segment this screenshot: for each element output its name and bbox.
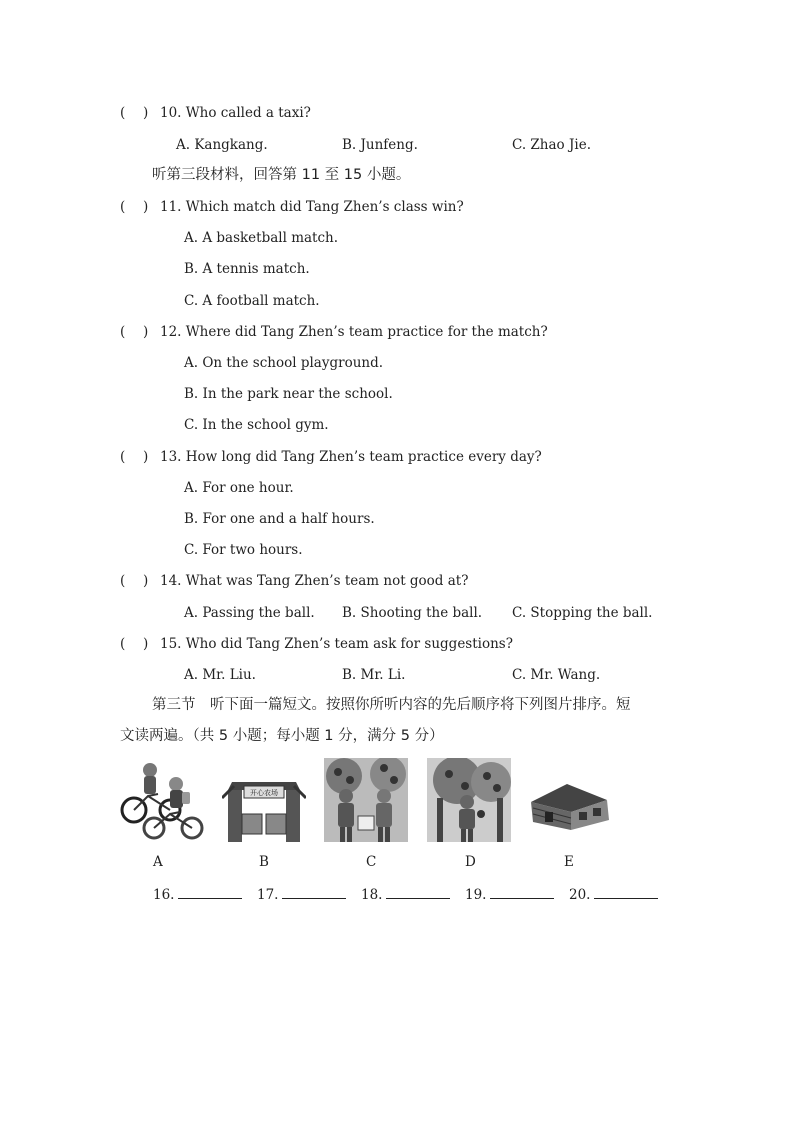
picture-label-a: A xyxy=(153,854,163,870)
q12-option-b: B. In the park near the school. xyxy=(184,386,393,402)
answer-18-number: 18. xyxy=(361,887,383,903)
answer-20-blank[interactable] xyxy=(594,884,658,899)
answer-16 xyxy=(153,884,242,904)
q11-stem xyxy=(120,198,464,216)
answer-paren[interactable]: ( ) xyxy=(120,324,149,340)
answer-19 xyxy=(465,884,554,904)
q14-option-a: A. Passing the ball. xyxy=(184,605,315,621)
q15-option-b: B. Mr. Li. xyxy=(342,667,406,683)
q12-option-a: A. On the school playground. xyxy=(184,355,384,371)
q13-option-a: A. For one hour. xyxy=(184,480,294,496)
q15-stem-text: 15. Who did Tang Zhen’s team ask for suggestions? xyxy=(160,636,513,652)
answer-paren[interactable]: ( ) xyxy=(120,449,149,465)
answer-16-number: 16. xyxy=(153,887,175,903)
q11-option-a: A. A basketball match. xyxy=(184,230,339,246)
picture-e-log-cabin xyxy=(527,782,613,832)
q14-stem xyxy=(120,572,468,590)
answer-18 xyxy=(361,884,450,904)
answer-20 xyxy=(569,884,658,904)
picture-label-c: C xyxy=(366,854,377,870)
gate-sign-text: 开心农场 xyxy=(250,789,278,797)
q11-stem-text: 11. Which match did Tang Zhen’s class win? xyxy=(160,199,464,215)
answer-17 xyxy=(257,884,346,904)
picture-label-b: B xyxy=(259,854,269,870)
q10-option-b: B. Junfeng. xyxy=(342,137,418,153)
q14-option-b: B. Shooting the ball. xyxy=(342,605,483,621)
answer-paren[interactable]: ( ) xyxy=(120,199,149,215)
part3-intro: 听第三段材料，回答第 11 至 15 小题。 xyxy=(152,167,411,183)
answer-19-blank[interactable] xyxy=(490,884,554,899)
q15-stem xyxy=(120,635,513,653)
q10-stem xyxy=(120,104,311,122)
answer-paren[interactable]: ( ) xyxy=(120,105,149,121)
answer-20-number: 20. xyxy=(569,887,591,903)
picture-label-e: E xyxy=(564,854,574,870)
section3-instructions-line2: 文读两遍。（共 5 小题；每小题 1 分，满分 5 分） xyxy=(120,728,444,744)
q13-option-c: C. For two hours. xyxy=(184,542,303,558)
q12-stem xyxy=(120,323,548,341)
answer-19-number: 19. xyxy=(465,887,487,903)
picture-d-apple-tree xyxy=(427,758,511,842)
answer-17-blank[interactable] xyxy=(282,884,346,899)
picture-c-picking-apples xyxy=(324,758,408,842)
q10-option-a: A. Kangkang. xyxy=(176,137,268,153)
q11-option-b: B. A tennis match. xyxy=(184,261,310,277)
answer-paren[interactable]: ( ) xyxy=(120,636,149,652)
q14-option-c: C. Stopping the ball. xyxy=(512,605,653,621)
q11-option-c: C. A football match. xyxy=(184,293,320,309)
section3-instructions-line1: 第三节 听下面一篇短文。按照你所听内容的先后顺序将下列图片排序。短 xyxy=(152,697,631,713)
picture-label-d: D xyxy=(465,854,476,870)
q13-stem xyxy=(120,448,542,466)
answer-16-blank[interactable] xyxy=(178,884,242,899)
q13-option-b: B. For one and a half hours. xyxy=(184,511,375,527)
q15-option-a: A. Mr. Liu. xyxy=(184,667,256,683)
answer-paren[interactable]: ( ) xyxy=(120,573,149,589)
q12-option-c: C. In the school gym. xyxy=(184,417,329,433)
picture-b-farm-gate xyxy=(222,778,306,842)
q10-option-c: C. Zhao Jie. xyxy=(512,137,591,153)
answer-18-blank[interactable] xyxy=(386,884,450,899)
picture-a-bicycles xyxy=(118,758,208,842)
q13-stem-text: 13. How long did Tang Zhen’s team practice every day? xyxy=(160,449,542,465)
q12-stem-text: 12. Where did Tang Zhen’s team practice for the match? xyxy=(160,324,548,340)
q10-stem-text: 10. Who called a taxi? xyxy=(160,105,311,121)
q14-stem-text: 14. What was Tang Zhen’s team not good at? xyxy=(160,573,469,589)
answer-17-number: 17. xyxy=(257,887,279,903)
q15-option-c: C. Mr. Wang. xyxy=(512,667,601,683)
